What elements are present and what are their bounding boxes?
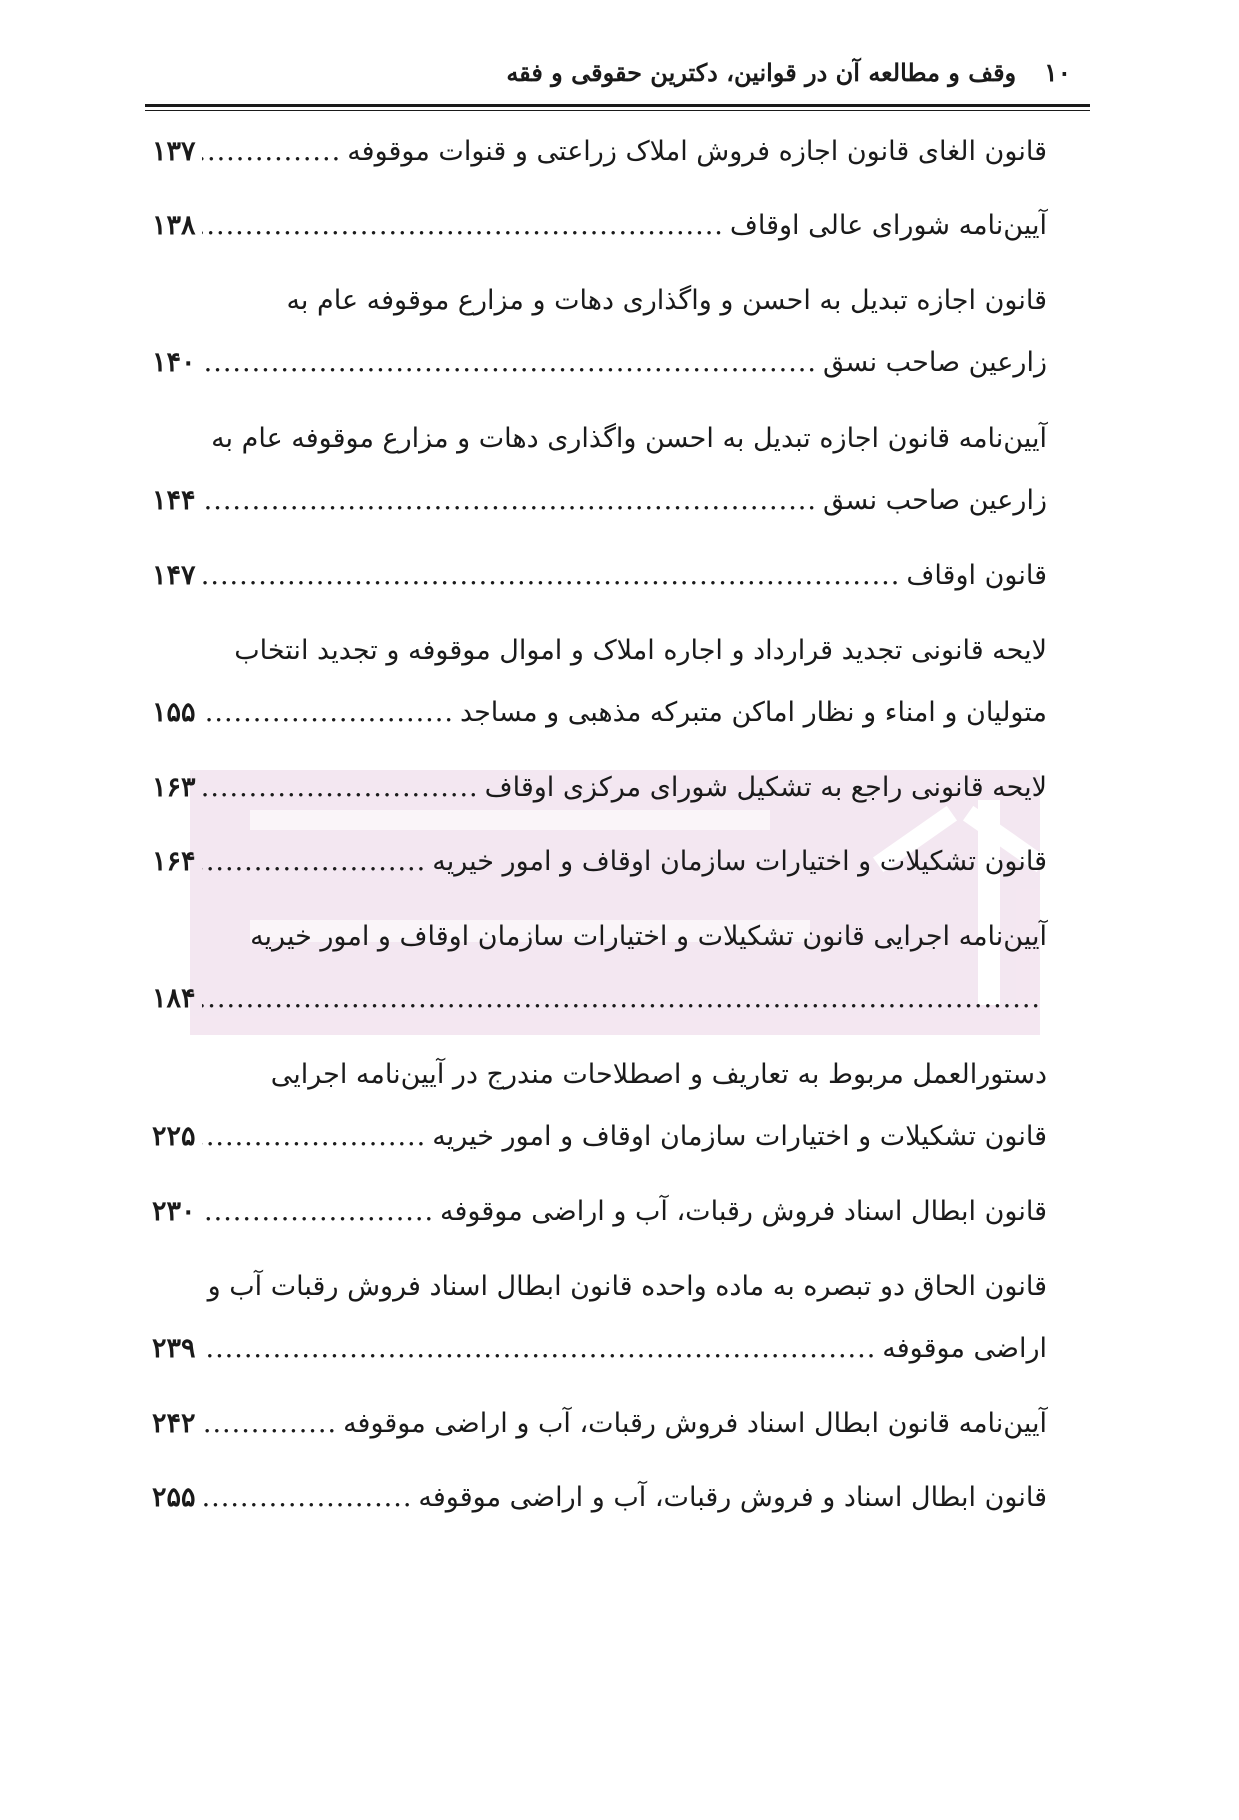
- page-header: [140, 46, 1085, 98]
- header-rule: [145, 104, 1090, 107]
- toc-entry: آیین‌نامه قانون اجازه تبدیل به احسن واگذاری دهات و مزارع موقوفه عام به زارعین صاحب نسق ..... ۱۴۴: [152, 408, 1047, 532]
- toc-entry: لایحه قانونی راجع به تشکیل شورای مرکزی اوقاف ..... ۱۶۳: [152, 758, 1047, 818]
- toc-entry: آیین‌نامه قانون ابطال اسناد فروش رقبات، آب و اراضی موقوفه ..... ۲۴۲: [152, 1394, 1047, 1454]
- toc-page-number: ۱۸۴: [152, 983, 196, 1014]
- page-number: ۱۰: [1044, 57, 1071, 87]
- toc-page-number: ۱۶۳: [152, 772, 196, 803]
- toc-entry: دستورالعمل مربوط به تعاریف و اصطلاحات مندرج در آیین‌نامه اجرایی قانون تشکیلات و اختیارات سازمان اوقاف و امور خیریه ..... ۲۲۵: [152, 1044, 1047, 1168]
- toc-page-number: ۱۴۷: [152, 560, 196, 591]
- table-of-contents: [152, 122, 1047, 1528]
- toc-page-number: ۲۲۵: [152, 1121, 196, 1152]
- toc-page-number: ۱۶۴: [152, 846, 196, 877]
- toc-page-number: ۲۳۹: [152, 1333, 196, 1364]
- running-title: وقف و مطالعه آن در قوانین، دکترین حقوقی و فقه: [506, 57, 1017, 87]
- toc-entry: قانون ابطال اسناد فروش رقبات، آب و اراضی موقوفه ..... ۲۳۰: [152, 1182, 1047, 1242]
- toc-page-number: ۲۳۰: [152, 1196, 196, 1227]
- toc-page-number: ۱۴۴: [152, 485, 196, 516]
- toc-page-number: ۲۴۲: [152, 1408, 196, 1439]
- toc-page-number: ۱۵۵: [152, 697, 196, 728]
- toc-page-number: ۱۴۰: [152, 347, 196, 378]
- toc-page-number: ۱۳۸: [152, 210, 196, 241]
- toc-entry: قانون تشکیلات و اختیارات سازمان اوقاف و امور خیریه ..... ۱۶۴: [152, 832, 1047, 892]
- header-rule-thin: [145, 110, 1090, 111]
- toc-entry: قانون ابطال اسناد و فروش رقبات، آب و اراضی موقوفه ..... ۲۵۵: [152, 1468, 1047, 1528]
- toc-entry: قانون اوقاف ..... ۱۴۷: [152, 546, 1047, 606]
- toc-entry: قانون الحاق دو تبصره به ماده واحده قانون ابطال اسناد فروش رقبات آب و اراضی موقوفه ..... ۲۳۹: [152, 1256, 1047, 1380]
- toc-entry: لایحه قانونی تجدید قرارداد و اجاره املاک و اموال موقوفه و تجدید انتخاب متولیان و امناء و نظار اماکن متبرکه مذهبی و مساجد ..... ۱۵۵: [152, 620, 1047, 744]
- toc-entry: آیین‌نامه اجرایی قانون تشکیلات و اختیارات سازمان اوقاف و امور خیریه ..... ۱۸۴: [152, 906, 1047, 1030]
- toc-page-number: ۲۵۵: [152, 1482, 196, 1513]
- toc-entry: آیین‌نامه شورای عالی اوقاف ..... ۱۳۸: [152, 196, 1047, 256]
- toc-entry: قانون اجازه تبدیل به احسن و واگذاری دهات و مزارع موقوفه عام به زارعین صاحب نسق ..... ۱۴۰: [152, 270, 1047, 394]
- toc-page-number: ۱۳۷: [152, 136, 196, 167]
- toc-entry: قانون الغای قانون اجازه فروش املاک زراعتی و قنوات موقوفه ..... ۱۳۷: [152, 122, 1047, 182]
